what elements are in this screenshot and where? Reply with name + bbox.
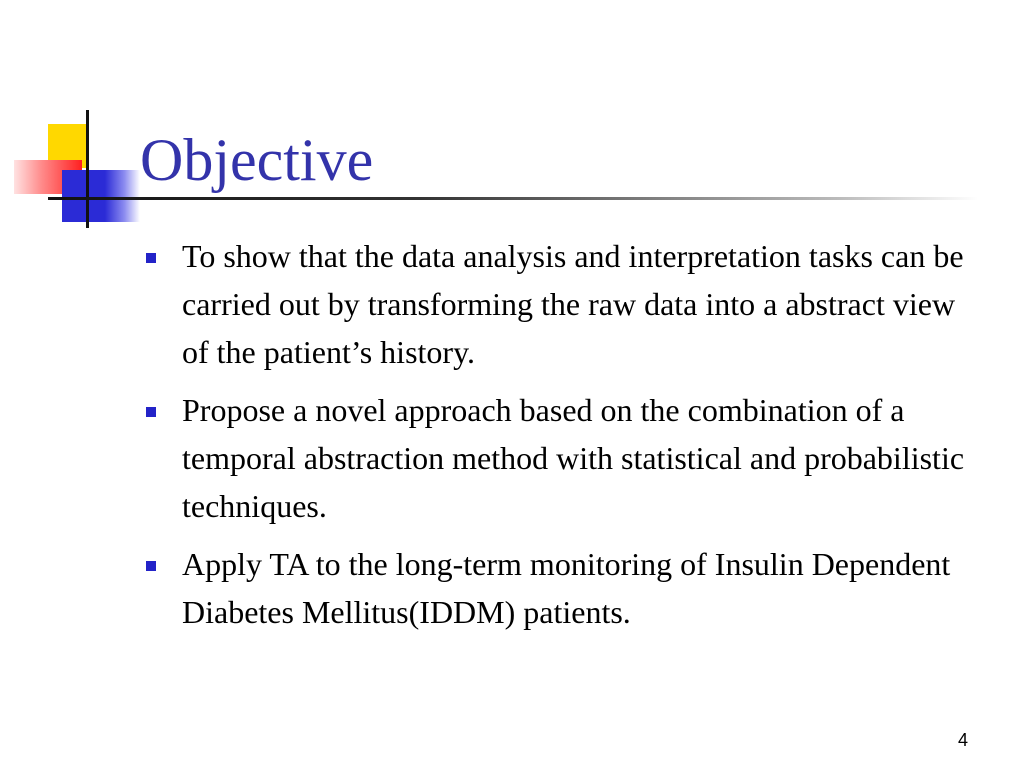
blue-gradient-shape: [62, 170, 140, 222]
bullet-item: [140, 386, 970, 530]
bullet-text: To show that the data analysis and interpretation tasks can be carried out by transforming the raw data into a abstract view of the patient’s history.: [182, 238, 964, 370]
bullet-item: [140, 232, 970, 376]
page-number: 4: [957, 730, 968, 750]
slide-logo-decoration: [0, 0, 150, 240]
square-bullet-icon: [146, 561, 156, 571]
title-underline-rule: [48, 197, 978, 200]
square-bullet-icon: [146, 253, 156, 263]
bullet-text: Apply TA to the long-term monitoring of Insulin Dependent Diabetes Mellitus(IDDM) patients.: [182, 546, 951, 630]
slide-title: Objective: [140, 127, 374, 193]
square-bullet-icon: [146, 407, 156, 417]
bullet-text: Propose a novel approach based on the combination of a temporal abstraction method with statistical and probabilistic techniques.: [182, 392, 965, 524]
bullet-list: [140, 232, 970, 646]
vertical-line-shape: [86, 110, 89, 228]
bullet-item: [140, 540, 970, 636]
